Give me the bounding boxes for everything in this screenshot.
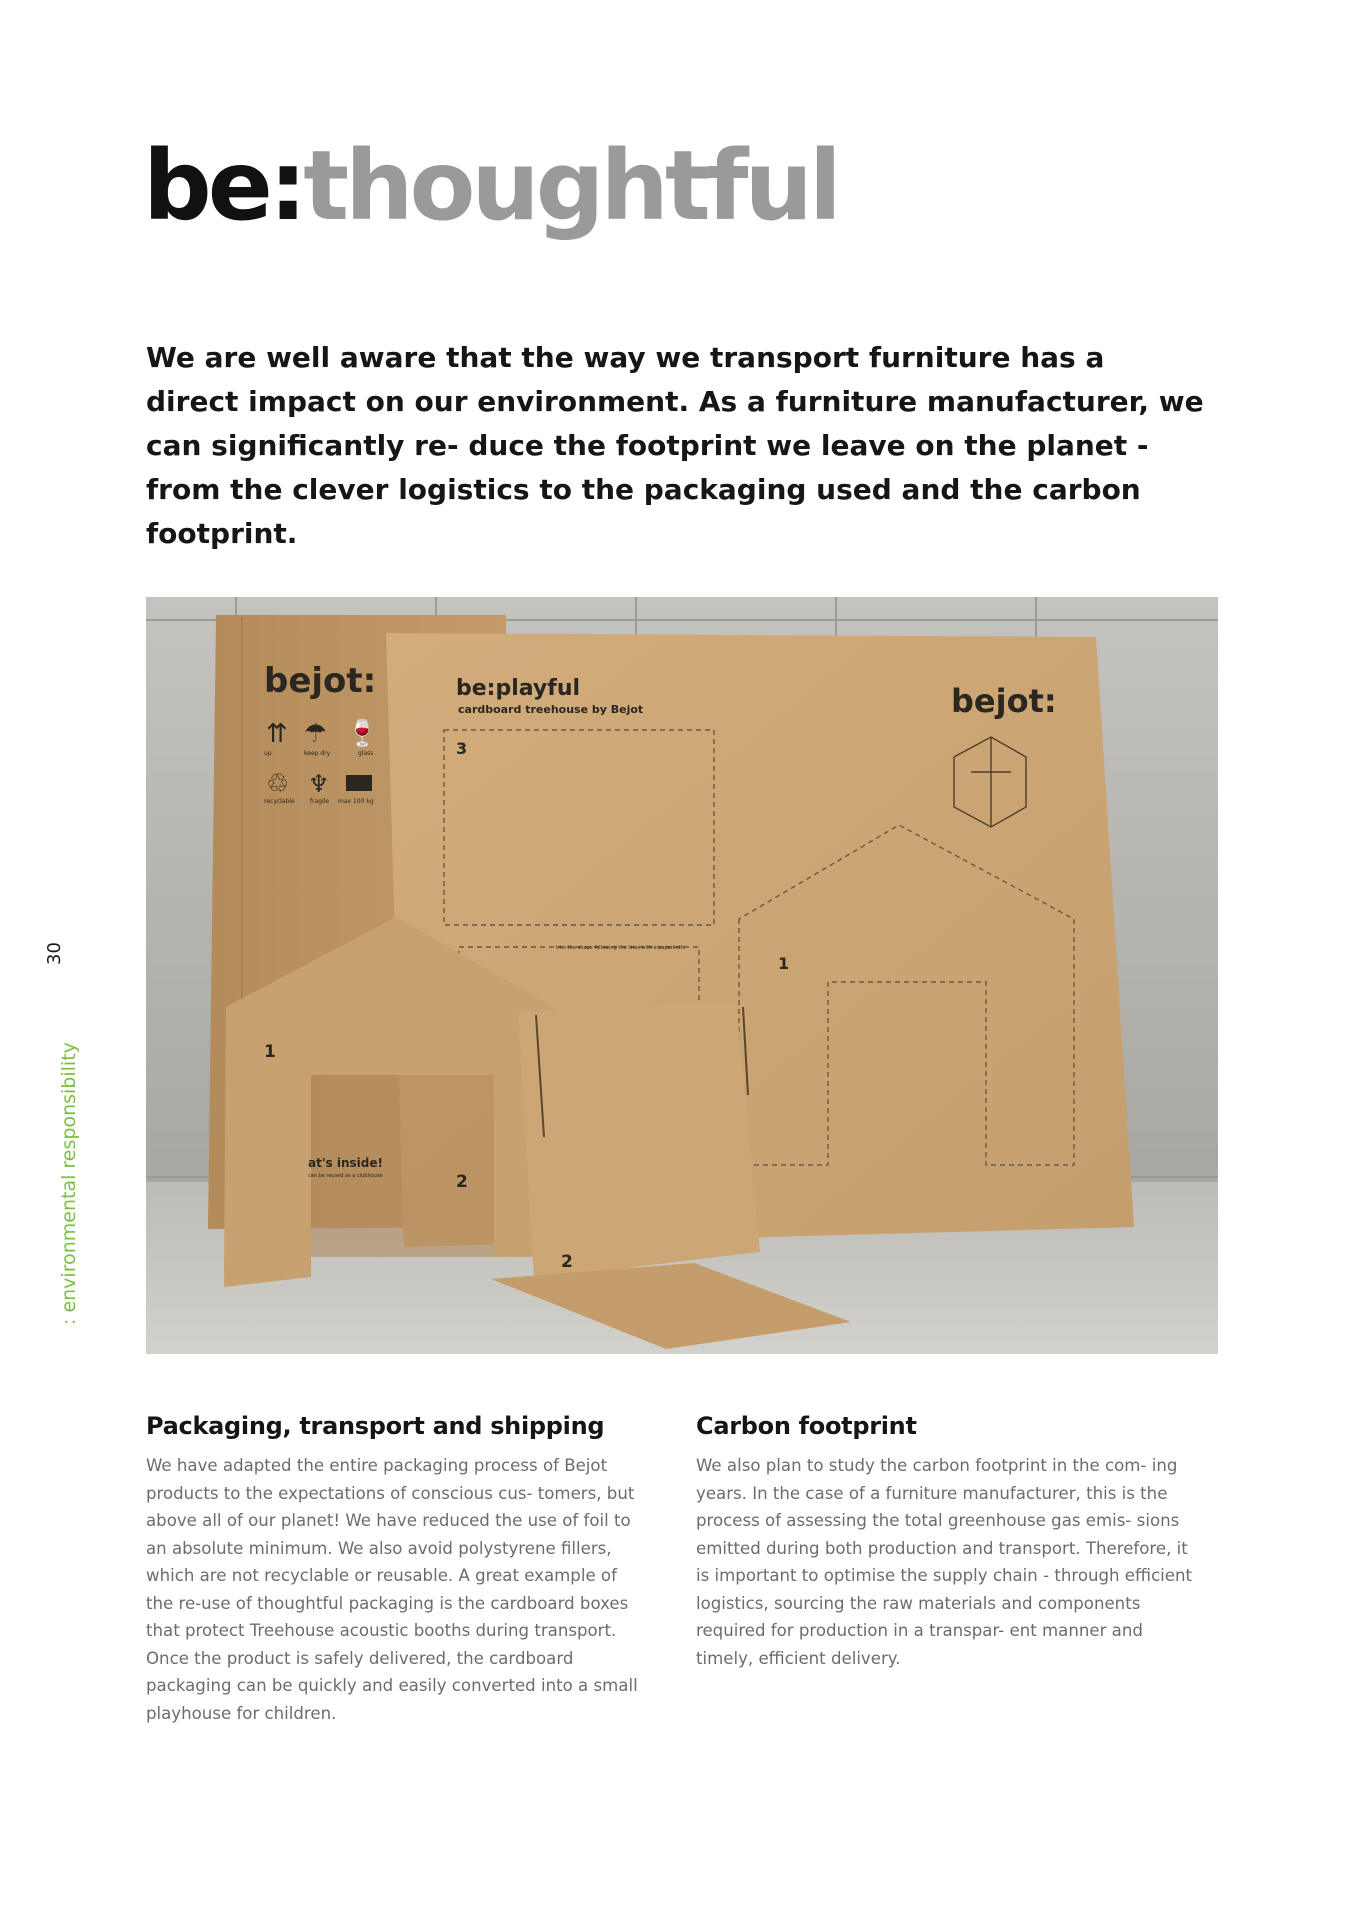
- part-number-1-house: 1: [264, 1042, 276, 1062]
- cut-instruction: trim the shape following the lines with a paperknife: [556, 945, 686, 951]
- umbrella-icon: ☂: [304, 719, 328, 749]
- icon-label-recyclable: recyclable: [264, 798, 295, 805]
- cardboard-playhouse-photo: [146, 597, 1218, 1354]
- icon-label-max-weight: max 100 kg: [338, 798, 374, 805]
- fragile-icon: ♆: [308, 770, 330, 798]
- photo-illustration: [146, 597, 1218, 1354]
- title-suffix: thoughtful: [303, 130, 838, 242]
- page-number: 30: [44, 942, 65, 965]
- icon-label-glass: glass: [358, 750, 374, 757]
- playhouse-side-panel: [518, 1001, 760, 1279]
- section-side-label: : environmental responsibility: [58, 1042, 80, 1325]
- icon-label-up: up: [264, 750, 272, 757]
- box-text: at's inside!: [308, 1156, 383, 1170]
- part-number-2-panel: 2: [561, 1252, 573, 1272]
- carbon-heading: Carbon footprint: [696, 1412, 917, 1440]
- part-number-3-sheet: 3: [456, 739, 468, 758]
- this-side-up-icon: ⇈: [266, 719, 288, 749]
- page-title: [143, 130, 838, 242]
- packaging-heading: Packaging, transport and shipping: [146, 1412, 605, 1440]
- box-brand-logo: bejot:: [264, 661, 377, 701]
- packaging-section: [146, 1410, 646, 1727]
- recycle-icon: ♲: [266, 769, 290, 799]
- intro-paragraph: We are well aware that the way we transport furniture has a direct impact on our environment. As a furniture manufacturer, we can significantly re- duce the footprint we leave on the planet - from the clever logistics to the packaging used and the carbon footprint.: [146, 341, 1204, 550]
- max-weight-icon: [346, 775, 372, 791]
- product-subtitle: cardboard treehouse by Bejot: [458, 703, 644, 716]
- icon-label-fragile: fragile: [310, 798, 330, 805]
- part-number-1-sheet: 1: [778, 954, 790, 973]
- icon-label-keep-dry: keep dry: [304, 750, 331, 757]
- sheet-brand-logo: bejot:: [951, 682, 1057, 720]
- part-number-2-house: 2: [456, 1172, 468, 1192]
- box-subtext: can be reused as a clubhouse: [308, 1173, 383, 1179]
- carbon-body: We also plan to study the carbon footprint in the com- ing years. In the case of a furniture manufacturer, this is the process of assessing the total greenhouse gas emis- sions emitted during both production and transport. Therefore, it is important to optimise the supply chain - through efficient logistics, sourcing the raw materials and components required for production in a transpar- ent manner and timely, efficient delivery.: [696, 1456, 1193, 1668]
- glass-icon: 🍷: [346, 719, 379, 749]
- product-title: be:playful: [456, 676, 581, 701]
- packaging-body: We have adapted the entire packaging process of Bejot products to the expectations of conscious cus- tomers, but above all of our planet! We have reduced the use of foil to an absolute minimum. We also avoid polystyrene fillers, which are not recyclable or reusable. A great example of the re-use of thoughtful packaging is the cardboard boxes that protect Treehouse acoustic booths during transport. Once the product is safely delivered, the cardboard packaging can be quickly and easily converted into a small playhouse for children.: [146, 1456, 638, 1723]
- title-prefix: be:: [143, 130, 304, 242]
- carbon-section: [696, 1410, 1196, 1672]
